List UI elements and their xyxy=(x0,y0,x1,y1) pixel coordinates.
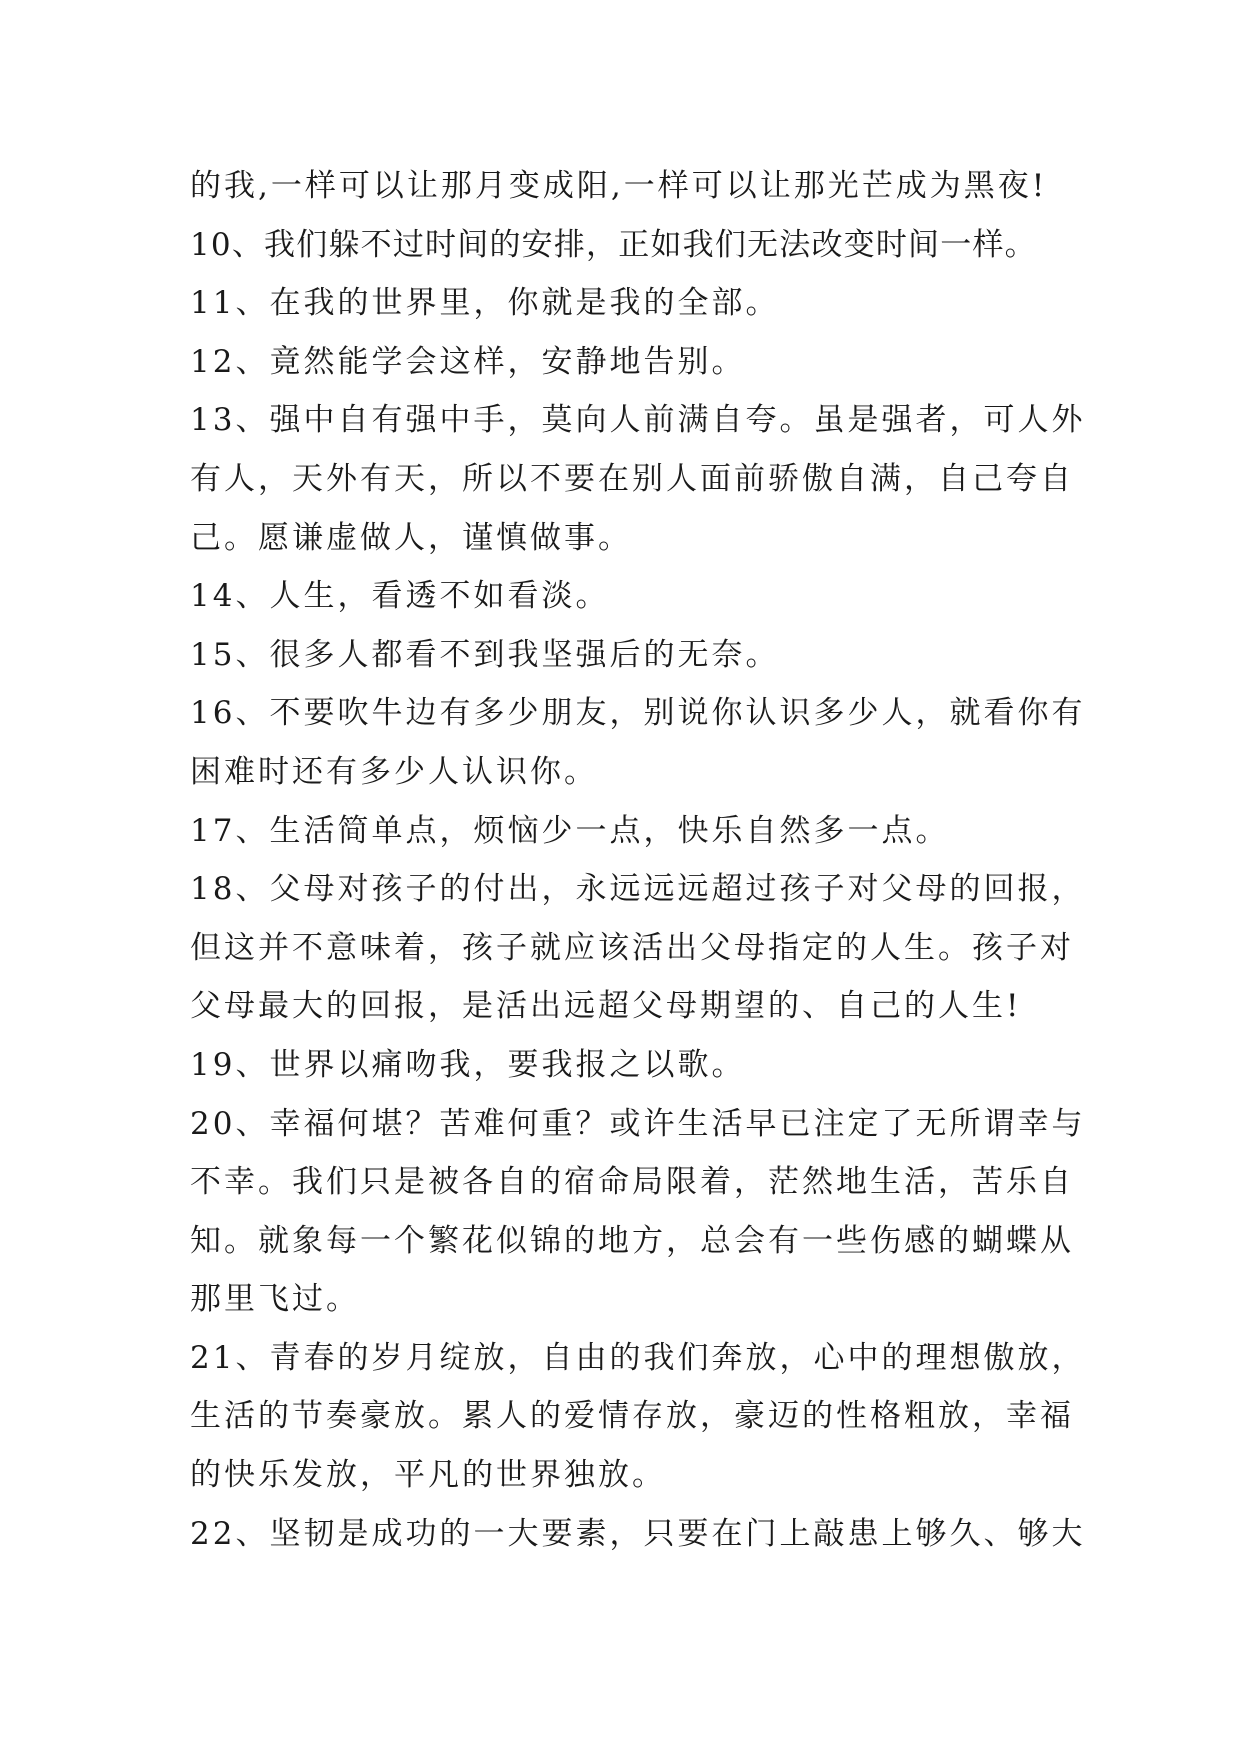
text-line: 20、幸福何堪？苦难何重？或许生活早已注定了无所谓幸与 xyxy=(190,1105,1086,1142)
text-line: 生活的节奏豪放。累人的爱情存放，豪迈的性格粗放，幸福 xyxy=(190,1398,1074,1435)
text-line: 22、坚韧是成功的一大要素，只要在门上敲患上够久、够大 xyxy=(190,1515,1086,1552)
text-line: 21、青春的岁月绽放，自由的我们奔放，心中的理想傲放， xyxy=(190,1339,1086,1376)
text-line: 那里飞过。 xyxy=(190,1281,360,1318)
text-line: 12、竟然能学会这样，安静地告别。 xyxy=(190,343,746,380)
text-line: 11、在我的世界里，你就是我的全部。 xyxy=(190,285,780,322)
text-body xyxy=(190,157,1090,1563)
text-line: 16、不要吹牛边有多少朋友，别说你认识多少人，就看你有 xyxy=(190,695,1086,732)
text-line: 17、生活简单点，烦恼少一点，快乐自然多一点。 xyxy=(190,812,950,849)
text-line: 15、很多人都看不到我坚强后的无奈。 xyxy=(190,636,780,673)
text-line: 有人，天外有天，所以不要在别人面前骄傲自满，自己夸自 xyxy=(190,460,1074,497)
text-line: 14、人生，看透不如看淡。 xyxy=(190,578,610,615)
text-line: 知。就象每一个繁花似锦的地方，总会有一些伤感的蝴蝶从 xyxy=(190,1222,1074,1259)
text-line: 13、强中自有强中手，莫向人前满自夸。虽是强者，可人外 xyxy=(190,402,1086,439)
text-line: 父母最大的回报，是活出远超父母期望的、自己的人生! xyxy=(190,988,1022,1025)
text-line: 10、我们躲不过时间的安排，正如我们无法改变时间一样。 xyxy=(190,226,1037,263)
text-line: 的我,一样可以让那月变成阳,一样可以让那光芒成为黑夜! xyxy=(190,168,1048,204)
text-line: 但这并不意味着，孩子就应该活出父母指定的人生。孩子对 xyxy=(190,929,1074,966)
text-line: 己。愿谦虚做人，谨慎做事。 xyxy=(190,519,632,556)
text-line: 不幸。我们只是被各自的宿命局限着，茫然地生活，苦乐自 xyxy=(190,1164,1074,1201)
text-line: 18、父母对孩子的付出，永远远远超过孩子对父母的回报， xyxy=(190,871,1086,908)
text-line: 困难时还有多少人认识你。 xyxy=(190,753,598,790)
text-line: 的快乐发放，平凡的世界独放。 xyxy=(190,1457,666,1494)
text-line: 19、世界以痛吻我，要我报之以歌。 xyxy=(190,1046,746,1083)
